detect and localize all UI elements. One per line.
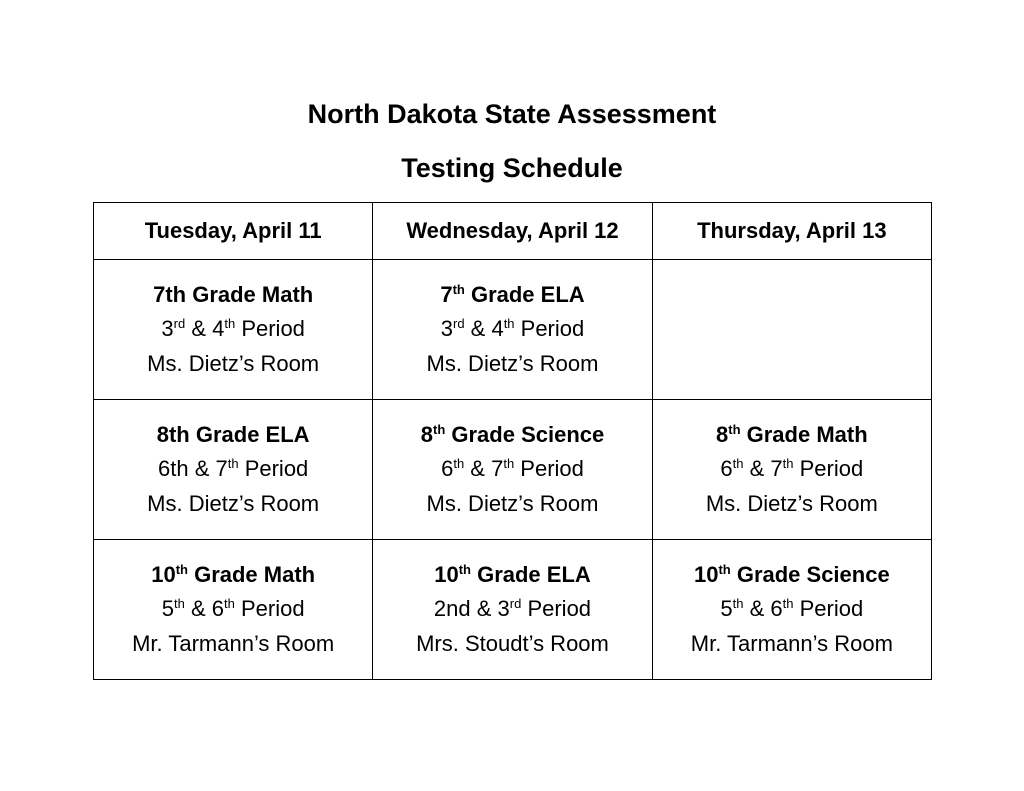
text-fragment: & 4 xyxy=(185,316,225,342)
table-row xyxy=(94,540,932,680)
ordinal-suffix: th xyxy=(175,561,188,577)
text-fragment: 10 xyxy=(693,561,719,587)
text-fragment: 8 xyxy=(715,421,729,447)
text-fragment: 6 xyxy=(720,456,733,482)
exam-room xyxy=(94,627,372,662)
text-fragment: Period xyxy=(235,316,305,342)
text-fragment: Period xyxy=(521,596,592,622)
ordinal-suffix: th xyxy=(224,596,235,612)
text-fragment: Mr. Tarmann’s Room xyxy=(132,630,335,656)
text-fragment: Ms. Dietz’s Room xyxy=(426,490,599,516)
text-fragment: Grade Math xyxy=(740,421,868,447)
column-header-thursday: Thursday, April 13 xyxy=(652,203,931,260)
ordinal-suffix: th xyxy=(432,421,446,437)
text-fragment: & 4 xyxy=(464,316,504,342)
exam-room xyxy=(373,347,651,382)
text-fragment: Mrs. Stoudt’s Room xyxy=(416,630,609,656)
text-fragment: Grade ELA xyxy=(464,281,585,307)
schedule-cell xyxy=(373,260,652,400)
ordinal-suffix: th xyxy=(224,316,236,332)
ordinal-suffix: th xyxy=(503,456,515,472)
ordinal-suffix: rd xyxy=(509,596,522,612)
text-fragment: 8 xyxy=(420,421,433,447)
exam-name xyxy=(653,558,931,593)
exam-name xyxy=(373,418,651,453)
text-fragment: Grade ELA xyxy=(470,561,591,587)
ordinal-suffix: th xyxy=(453,456,465,472)
exam-room xyxy=(653,487,931,522)
text-fragment: Period xyxy=(234,596,305,622)
text-fragment: 3 xyxy=(161,316,174,342)
testing-schedule-table xyxy=(93,202,932,680)
text-fragment: Mr. Tarmann’s Room xyxy=(690,630,893,656)
ordinal-suffix: th xyxy=(732,596,744,612)
header-row xyxy=(94,203,932,260)
text-fragment: Period xyxy=(793,456,864,482)
text-fragment: & 7 xyxy=(743,456,783,482)
text-fragment: Ms. Dietz’s Room xyxy=(147,350,320,376)
text-fragment: Ms. Dietz’s Room xyxy=(426,350,599,376)
ordinal-suffix: th xyxy=(503,316,515,332)
ordinal-suffix: th xyxy=(452,281,465,297)
schedule-cell xyxy=(373,400,652,540)
text-fragment: 10 xyxy=(434,561,459,587)
text-fragment: Period xyxy=(514,456,584,482)
schedule-cell-empty xyxy=(652,260,931,400)
column-header-tuesday: Tuesday, April 11 xyxy=(94,203,373,260)
exam-periods xyxy=(373,312,651,347)
text-fragment: 5 xyxy=(720,596,733,622)
text-fragment: & 6 xyxy=(184,596,224,622)
ordinal-suffix: th xyxy=(227,456,239,472)
table-header xyxy=(94,203,932,260)
ordinal-suffix: th xyxy=(718,561,731,577)
exam-name xyxy=(94,278,372,313)
exam-room xyxy=(94,487,372,522)
table-row xyxy=(94,260,932,400)
text-fragment: Period xyxy=(514,316,585,342)
text-fragment: 5 xyxy=(161,596,175,622)
text-fragment: 7th Grade Math xyxy=(153,281,314,307)
text-fragment: 3 xyxy=(440,316,453,342)
text-fragment: & 6 xyxy=(743,596,783,622)
exam-room xyxy=(373,487,651,522)
exam-periods xyxy=(94,592,372,627)
text-fragment: Grade Math xyxy=(187,561,316,587)
ordinal-suffix: th xyxy=(782,456,794,472)
schedule-cell xyxy=(373,540,652,680)
text-fragment: 6th & 7 xyxy=(158,456,228,482)
schedule-cell xyxy=(652,400,931,540)
exam-name xyxy=(373,558,651,593)
exam-name xyxy=(94,418,372,453)
exam-periods xyxy=(653,592,931,627)
text-fragment: 8th Grade ELA xyxy=(156,421,310,447)
ordinal-suffix: th xyxy=(782,596,794,612)
exam-name xyxy=(373,278,651,313)
schedule-cell xyxy=(652,540,931,680)
ordinal-suffix: th xyxy=(732,456,744,472)
exam-room xyxy=(653,627,931,662)
text-fragment: & 7 xyxy=(464,456,504,482)
exam-name xyxy=(94,558,372,593)
document-title: North Dakota State Assessment xyxy=(307,99,717,129)
text-fragment: Period xyxy=(238,456,309,482)
schedule-cell xyxy=(94,400,373,540)
ordinal-suffix: rd xyxy=(452,316,465,332)
exam-periods xyxy=(653,452,931,487)
document-subtitle: Testing Schedule xyxy=(401,153,623,183)
text-fragment: Ms. Dietz’s Room xyxy=(705,490,878,516)
text-fragment: Ms. Dietz’s Room xyxy=(147,490,320,516)
text-fragment: 2nd & 3 xyxy=(433,596,510,622)
text-fragment: Grade Science xyxy=(445,421,605,447)
ordinal-suffix: rd xyxy=(173,316,186,332)
text-fragment: 7 xyxy=(440,281,453,307)
exam-periods xyxy=(373,592,651,627)
ordinal-suffix: th xyxy=(458,561,471,577)
exam-room xyxy=(94,347,372,382)
table-row xyxy=(94,400,932,540)
schedule-cell xyxy=(94,260,373,400)
text-fragment: 10 xyxy=(151,561,176,587)
exam-room xyxy=(373,627,651,662)
text-fragment: Grade Science xyxy=(730,561,890,587)
ordinal-suffix: th xyxy=(174,596,185,612)
exam-name xyxy=(653,418,931,453)
table-body xyxy=(94,260,932,680)
exam-periods xyxy=(373,452,651,487)
ordinal-suffix: th xyxy=(728,421,741,437)
text-fragment: Period xyxy=(793,596,864,622)
column-header-wednesday: Wednesday, April 12 xyxy=(373,203,652,260)
text-fragment: 6 xyxy=(441,456,454,482)
exam-periods xyxy=(94,452,372,487)
schedule-cell xyxy=(94,540,373,680)
exam-periods xyxy=(94,312,372,347)
